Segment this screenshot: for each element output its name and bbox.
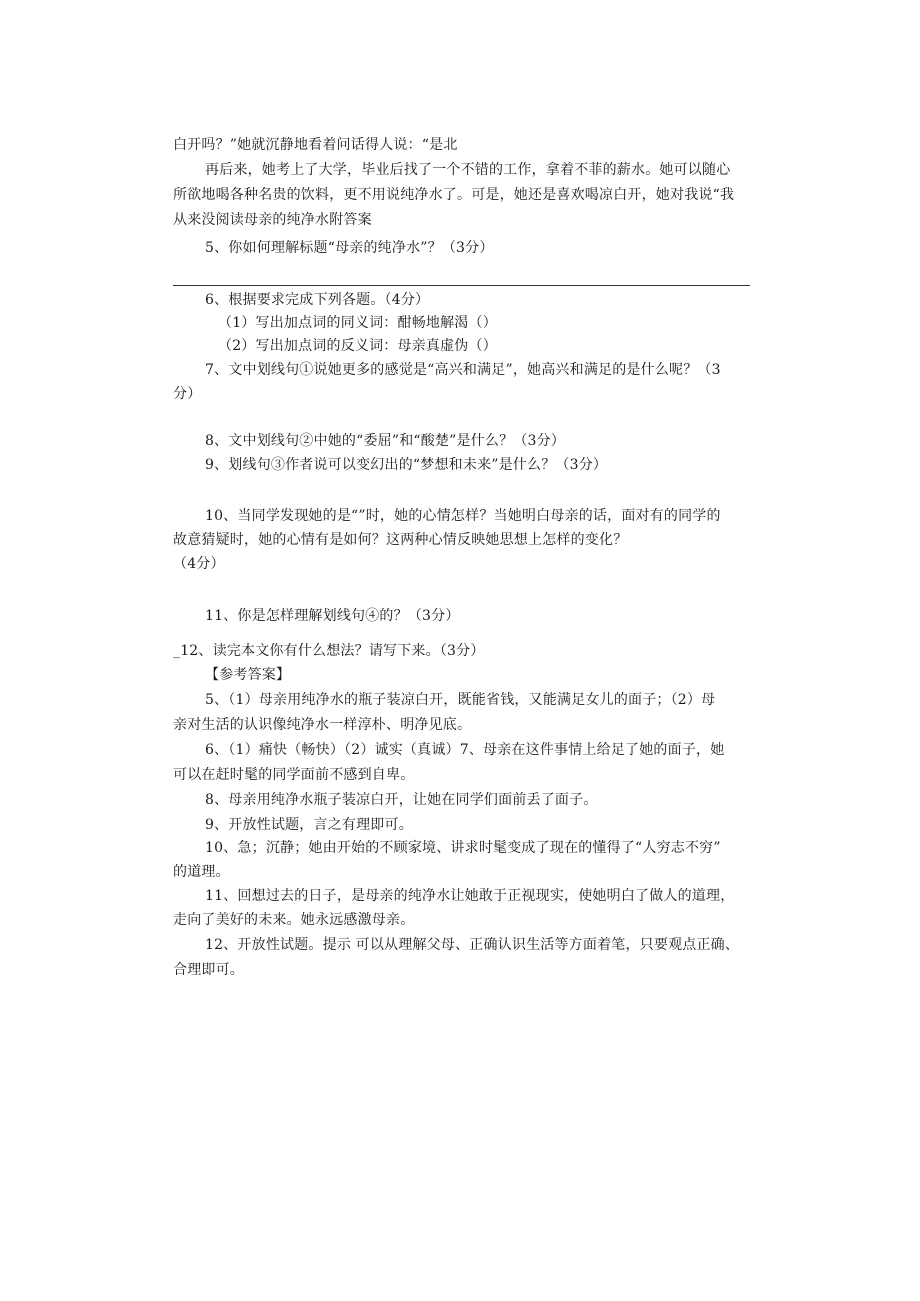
answer-6-7: 6、（1）痛快（畅快）（2）诚实（真诚）7、母亲在这件事情上给足了她的面子，她 bbox=[205, 742, 725, 758]
answer-11-continued: 走向了美好的未来。她永远感激母亲。 bbox=[173, 912, 415, 928]
question-11: 11、你是怎样理解划线句④的？（3分） bbox=[205, 608, 460, 624]
question-10-continued: 故意猜疑时，她的心情有是如何？这两种心情反映她思想上怎样的变化？ bbox=[173, 532, 628, 548]
question-6-part-1: （1）写出加点词的同义词：酣畅地解渴（） bbox=[218, 315, 497, 331]
answer-12: 12、开放性试题。提示 可以从理解父母、正确认识生活等方面着笔，只要观点正确、 bbox=[205, 937, 740, 953]
passage-line: 从来没阅读母亲的纯净水附答案 bbox=[173, 212, 372, 228]
passage-line: 再后来，她考上了大学，毕业后找了一个不错的工作，拿着不菲的薪水。她可以随心 bbox=[205, 162, 731, 178]
answer-6-7-continued: 可以在赶时髦的同学面前不感到自卑。 bbox=[173, 767, 415, 783]
answer-9: 9、开放性试题，言之有理即可。 bbox=[205, 817, 413, 833]
answer-5: 5、（1）母亲用纯净水的瓶子装凉白开，既能省钱，又能满足女儿的面子；（2）母 bbox=[205, 692, 716, 708]
question-9: 9、划线句③作者说可以变幻出的“梦想和未来”是什么？（3分） bbox=[205, 457, 608, 473]
question-7: 7、文中划线句①说她更多的感觉是“高兴和满足”，她高兴和满足的是什么呢？（3 bbox=[205, 362, 721, 378]
question-10-score: （4分） bbox=[173, 556, 225, 572]
question-7-continued: 分） bbox=[173, 386, 202, 402]
passage-line: 所欲地喝各种名贵的饮料，更不用说纯净水了。可是，她还是喜欢喝凉白开，她对我说“我 bbox=[173, 187, 735, 203]
answer-12-continued: 合理即可。 bbox=[173, 962, 244, 978]
answers-heading: 【参考答案】 bbox=[205, 667, 291, 683]
answer-11: 11、回想过去的日子，是母亲的纯净水让她敢于正视现实，使她明白了做人的道理， bbox=[205, 888, 735, 904]
question-8: 8、文中划线句②中她的“委屈”和“酸楚”是什么？（3分） bbox=[205, 433, 566, 449]
answer-10: 10、急；沉静；她由开始的不顾家境、讲求时髦变成了现在的懂得了“人穷志不穷” bbox=[205, 840, 721, 856]
question-5: 5、你如何理解标题“母亲的纯净水”？（3分） bbox=[205, 240, 494, 256]
passage-line: 白开吗？”她就沉静地看着问话得人说：“是北 bbox=[173, 137, 458, 153]
answer-5-continued: 亲对生活的认识像纯净水一样淳朴、明净见底。 bbox=[173, 717, 472, 733]
question-12: _12、读完本文你有什么想法？请写下来。（3分） bbox=[173, 643, 485, 659]
answer-10-continued: 的道理。 bbox=[173, 864, 230, 880]
question-6-part-2: （2）写出加点词的反义词：母亲真虚伪（） bbox=[218, 338, 497, 354]
question-6: 6、根据要求完成下列各题。（4分） bbox=[205, 292, 430, 308]
answer-rule-line bbox=[173, 285, 750, 286]
answer-8: 8、母亲用纯净水瓶子装凉白开，让她在同学们面前丢了面子。 bbox=[205, 792, 598, 808]
question-10: 10、当同学发现她的是“”时，她的心情怎样？当她明白母亲的话，面对有的同学的 bbox=[205, 508, 721, 524]
